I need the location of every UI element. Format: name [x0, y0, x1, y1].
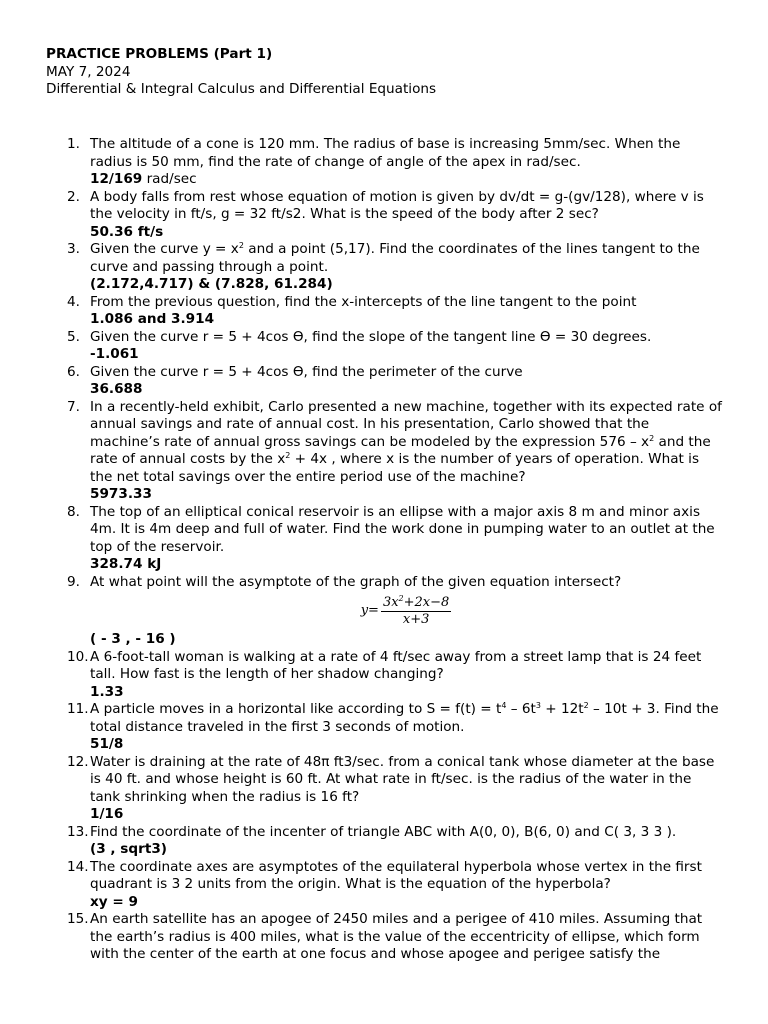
problem-item [0, 241, 722, 294]
problem-number: 3. [67, 241, 80, 257]
problem-answer: 1.33 [90, 683, 124, 700]
equation-lhs: y= [360, 603, 379, 619]
problem-question: Given the curve $y = x^2$ and a point (5,17). Find the coordinates of the lines tangent to the curve and passing through a point. [90, 241, 700, 275]
document-subject: Differential & Integral Calculus and Differential Equations [46, 81, 437, 97]
problem-item [0, 136, 722, 189]
problem-number: 15. [67, 911, 89, 927]
problem-number: 12. [67, 753, 89, 770]
problem-number: 11. [67, 701, 89, 717]
problem-item [0, 399, 722, 504]
problem-question: A particle moves in a horizontal like according to $S = f(t) = t^4 - 6t^3 + 12t^2 - 10t + 3$. Find the total distance traveled in the first 3 seconds of motion. [90, 701, 719, 735]
problem-number: 13. [67, 823, 89, 840]
problem-answer: 1.086 and 3.914 [90, 311, 215, 327]
document-title: PRACTICE PROBLEMS (Part 1) [46, 46, 273, 62]
problem-item [0, 504, 722, 574]
problem-answer: 328.74 kJ [90, 556, 162, 572]
problem-item [0, 911, 722, 964]
problem-question: A body falls from rest whose equation of motion is given by dv/dt = g-(gv/128), where v is the velocity in ft/s, g = 32 ft/s2. What is the speed of the body after 2 sec? [90, 188, 704, 222]
answer-unit: rad/sec [142, 171, 197, 187]
problem-answer: 51/8 [90, 736, 124, 752]
problem-item [0, 364, 722, 399]
problem-question: In a recently-held exhibit, Carlo presented a new machine, together with its expected rate of annual savings and rate of annual cost. In his presentation, Carlo showed that the machine’s rate of annual gross savings can be modeled by the expression $576 - x^2$ and the rate of annual costs by the $x^2 + 4x$ , where x is the number of years of operation. What is the net total savings over the entire period use of the machine? [90, 398, 722, 485]
problem-answer: 12/169 rad/sec [90, 171, 197, 187]
problem-question: Given the curve r = 5 + 4cos Ɵ, find the slope of the tangent line Ɵ = 30 degrees. [90, 328, 652, 345]
equation-fraction [381, 595, 451, 628]
problem-number: 6. [67, 363, 80, 380]
problem-item [0, 649, 722, 702]
problem-question: The coordinate axes are asymptotes of the equilateral hyperbola whose vertex in the first quadrant is 3 2 units from the origin. What is the equation of the hyperbola? [90, 858, 702, 892]
problem-answer: 1/16 [90, 806, 124, 822]
problem-item [0, 189, 722, 242]
problem-answer: 5973.33 [90, 486, 152, 502]
problem-question: Find the coordinate of the incenter of triangle ABC with A(0, 0), B(6, 0) and C( 3, 3 3 ). [90, 823, 677, 840]
problem-item [0, 329, 722, 364]
problem-question: Given the curve r = 5 + 4cos Ɵ, find the perimeter of the curve [90, 363, 523, 380]
problem-number: 14. [67, 858, 89, 875]
equation [0, 591, 722, 631]
problem-number: 2. [67, 188, 80, 205]
problem-answer: ( - 3 , - 16 ) [90, 631, 176, 647]
problem-item [0, 294, 722, 329]
problem-number: 4. [67, 293, 80, 310]
document-header [46, 46, 436, 99]
problem-item [0, 701, 722, 754]
problem-number: 5. [67, 328, 80, 345]
problem-answer: (3 , sqrt3) [90, 841, 167, 857]
problem-answer: xy = 9 [90, 893, 138, 910]
problem-number: 8. [67, 503, 80, 520]
problem-number: 10. [67, 648, 89, 665]
problem-question: A 6-foot-tall woman is walking at a rate of 4 ft/sec away from a street lamp that is 24 feet tall. How fast is the length of her shadow changing? [90, 648, 702, 682]
problem-question: The altitude of a cone is 120 mm. The radius of base is increasing 5mm/sec. When the radius is 50 mm, find the rate of change of angle of the apex in rad/sec. [90, 136, 681, 170]
problem-answer: -1.061 [90, 346, 139, 362]
problem-number: 1. [67, 136, 80, 152]
problem-question: From the previous question, find the x-intercepts of the line tangent to the point [90, 293, 637, 310]
problem-answer: (2.172,4.717) & (7.828, 61.284) [90, 276, 333, 292]
fraction-numerator: $3x^2+2x-8$ [382, 593, 450, 610]
problem-item [0, 824, 722, 859]
problem-answer: 50.36 ft/s [90, 223, 164, 240]
problem-answer: 36.688 [90, 381, 143, 397]
problem-list [0, 136, 768, 964]
problem-item [0, 574, 722, 649]
problem-question: Water is draining at the rate of 48π ft3/sec. from a conical tank whose diameter at the base is 40 ft. and whose height is 60 ft. At what rate in ft/sec. is the radius of the water in the tank shrinking when the radius is 16 ft? [90, 753, 715, 805]
problem-question: At what point will the asymptote of the graph of the given equation intersect? [90, 573, 622, 590]
fraction-denominator: x+3 [402, 611, 430, 627]
problem-number: 7. [67, 398, 80, 415]
problem-question: An earth satellite has an apogee of 2450 miles and a perigee of 410 miles. Assuming that the earth’s radius is 400 miles, what is the value of the eccentricity of ellipse, which form with the center of the earth at one focus and whose apogee and perigee satisfy the [90, 911, 703, 962]
problem-number: 9. [67, 573, 80, 590]
problem-question: The top of an elliptical conical reservoir is an ellipse with a major axis 8 m and minor axis 4m. It is 4m deep and full of water. Find the work done in pumping water to an outlet at the top of the reservoir. [90, 503, 715, 555]
problem-item [0, 859, 722, 912]
problem-item [0, 754, 722, 824]
document-date: MAY 7, 2024 [46, 63, 131, 80]
